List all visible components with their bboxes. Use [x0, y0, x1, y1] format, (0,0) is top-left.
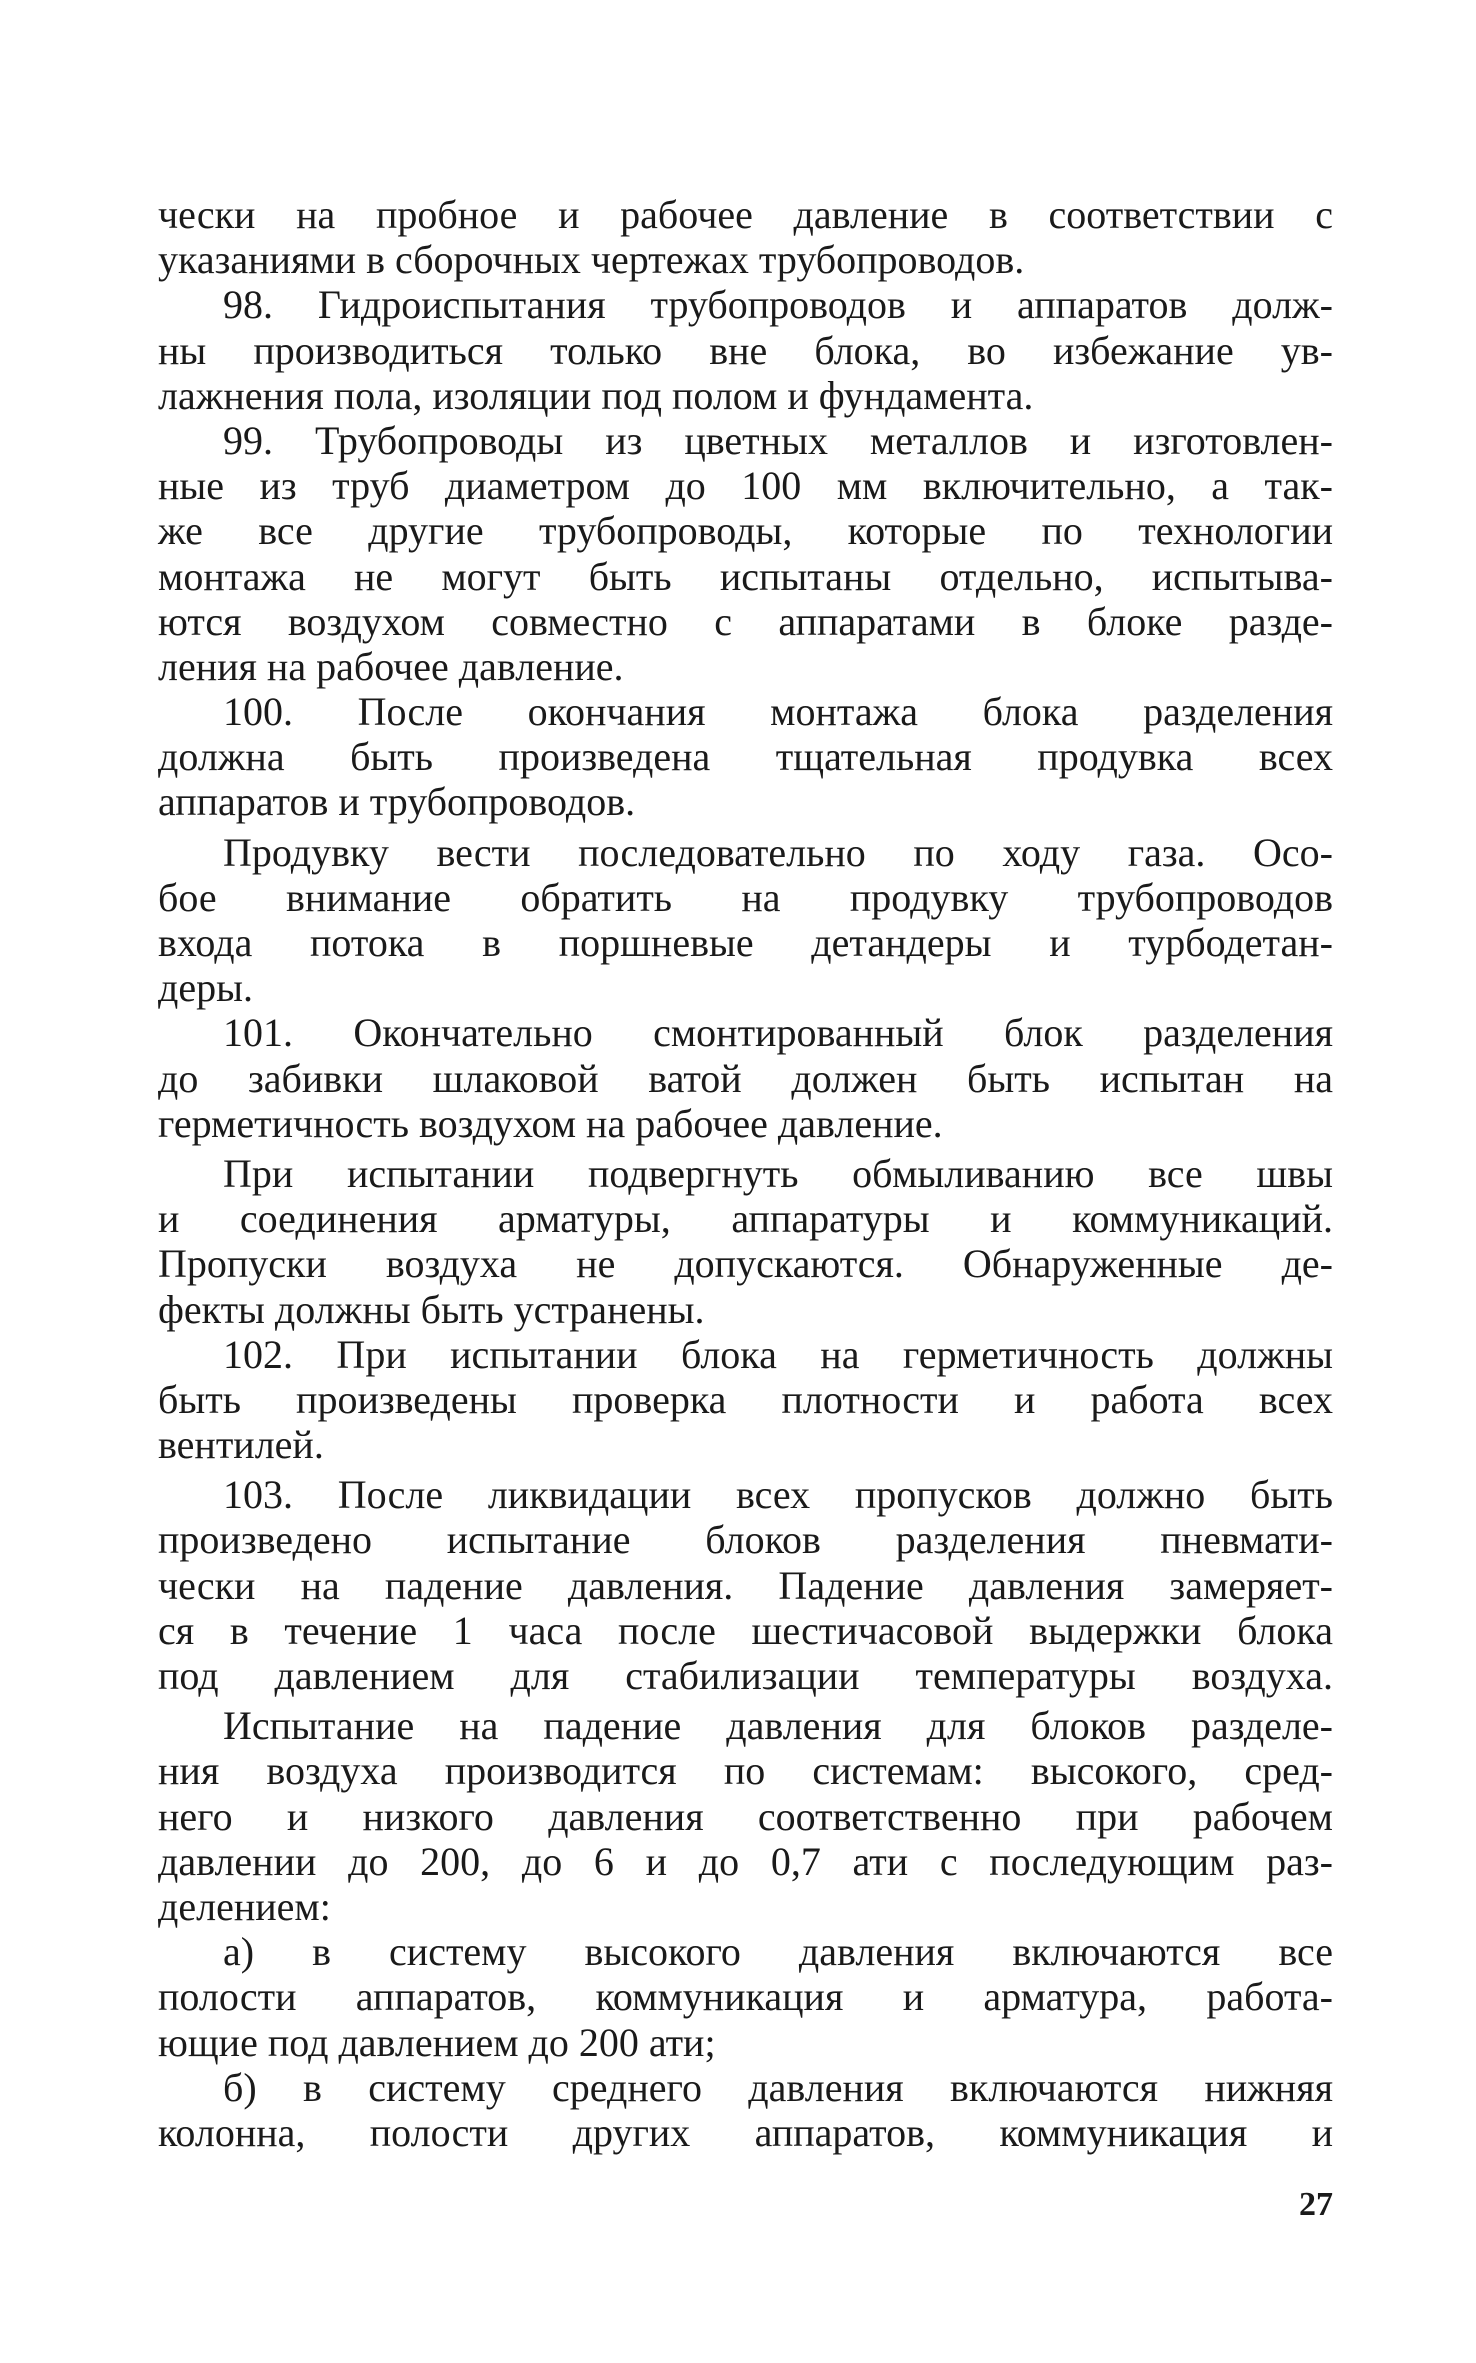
text-line: 103. После ликвидации всех пропусков должно быть	[223, 1472, 1333, 1518]
text-line: ющие под давлением до 200 ати;	[158, 2019, 716, 2065]
text-line: герметичность воздухом на рабочее давление.	[158, 1100, 943, 1146]
text-line: под давлением для стабилизации температуры воздуха.	[158, 1653, 1333, 1698]
text-line: чески на падение давления. Падение давления замеряет-	[158, 1562, 1333, 1608]
text-line: а) в систему высокого давления включаются все	[223, 1929, 1333, 1975]
text-line: ления на рабочее давление.	[158, 643, 624, 689]
page-number: 27	[1299, 2186, 1333, 2223]
text-line: ся в течение 1 часа после шестичасовой выдержки блока	[158, 1607, 1333, 1653]
text-line: 100. После окончания монтажа блока разделения	[223, 689, 1333, 735]
text-line: давлении до 200, до 6 и до 0,7 ати с последующим раз-	[158, 1838, 1333, 1884]
text-line: бое внимание обратить на продувку трубопроводов	[158, 874, 1333, 920]
text-line: ются воздухом совместно с аппаратами в блоке разде-	[158, 598, 1333, 644]
text-line: полости аппаратов, коммуникация и арматура, работа-	[158, 1974, 1333, 2020]
text-line: аппаратов и трубопроводов.	[158, 779, 636, 825]
text-line: лажнения пола, изоляции под полом и фундамента.	[158, 372, 1034, 418]
text-line: 101. Окончательно смонтированный блок разделения	[223, 1010, 1333, 1056]
text-line: же все другие трубопроводы, которые по технологии	[158, 508, 1333, 554]
text-line: чески на пробное и рабочее давление в соответствии с	[158, 192, 1333, 237]
text-line: Продувку вести последовательно по ходу газа. Осо-	[223, 829, 1333, 875]
text-line: деры.	[158, 965, 253, 1011]
text-line: ные из труб диаметром до 100 мм включительно, а так-	[158, 463, 1333, 509]
text-line: 98. Гидроиспытания трубопроводов и аппаратов долж-	[223, 282, 1333, 328]
text-line: колонна, полости других аппаратов, коммуникация и	[158, 2109, 1333, 2155]
text-line: фекты должны быть устранены.	[158, 1286, 705, 1332]
text-line: Пропуски воздуха не допускаются. Обнаруженные де-	[158, 1241, 1333, 1287]
text-line: делением:	[158, 1883, 331, 1929]
text-line: ния воздуха производится по системам: высокого, сред-	[158, 1748, 1333, 1794]
text-line: вентилей.	[158, 1422, 324, 1468]
text-line: должна быть произведена тщательная продувка всех	[158, 734, 1333, 780]
text-line: 102. При испытании блока на герметичность должны	[223, 1331, 1333, 1377]
text-line: б) в систему среднего давления включаются нижняя	[223, 2064, 1333, 2110]
text-line: ны производиться только вне блока, во избежание ув-	[158, 327, 1333, 373]
text-line: Испытание на падение давления для блоков разделе-	[223, 1703, 1333, 1749]
text-line: При испытании подвергнуть обмыливанию все швы	[223, 1150, 1333, 1196]
text-line: 99. Трубопроводы из цветных металлов и изготовлен-	[223, 417, 1333, 463]
text-line: указаниями в сборочных чертежах трубопроводов.	[158, 237, 1025, 283]
text-line: произведено испытание блоков разделения пневмати-	[158, 1517, 1333, 1563]
text-line: входа потока в поршневые детандеры и турбодетан-	[158, 920, 1333, 965]
text-line: него и низкого давления соответственно при рабочем	[158, 1793, 1333, 1839]
text-line: и соединения арматуры, аппаратуры и коммуникаций.	[158, 1196, 1333, 1242]
text-line: монтажа не могут быть испытаны отдельно, испытыва-	[158, 553, 1333, 599]
text-line: до забивки шлаковой ватой должен быть испытан на	[158, 1055, 1333, 1101]
document-body	[158, 192, 1333, 2155]
text-line: быть произведены проверка плотности и работа всех	[158, 1376, 1333, 1422]
